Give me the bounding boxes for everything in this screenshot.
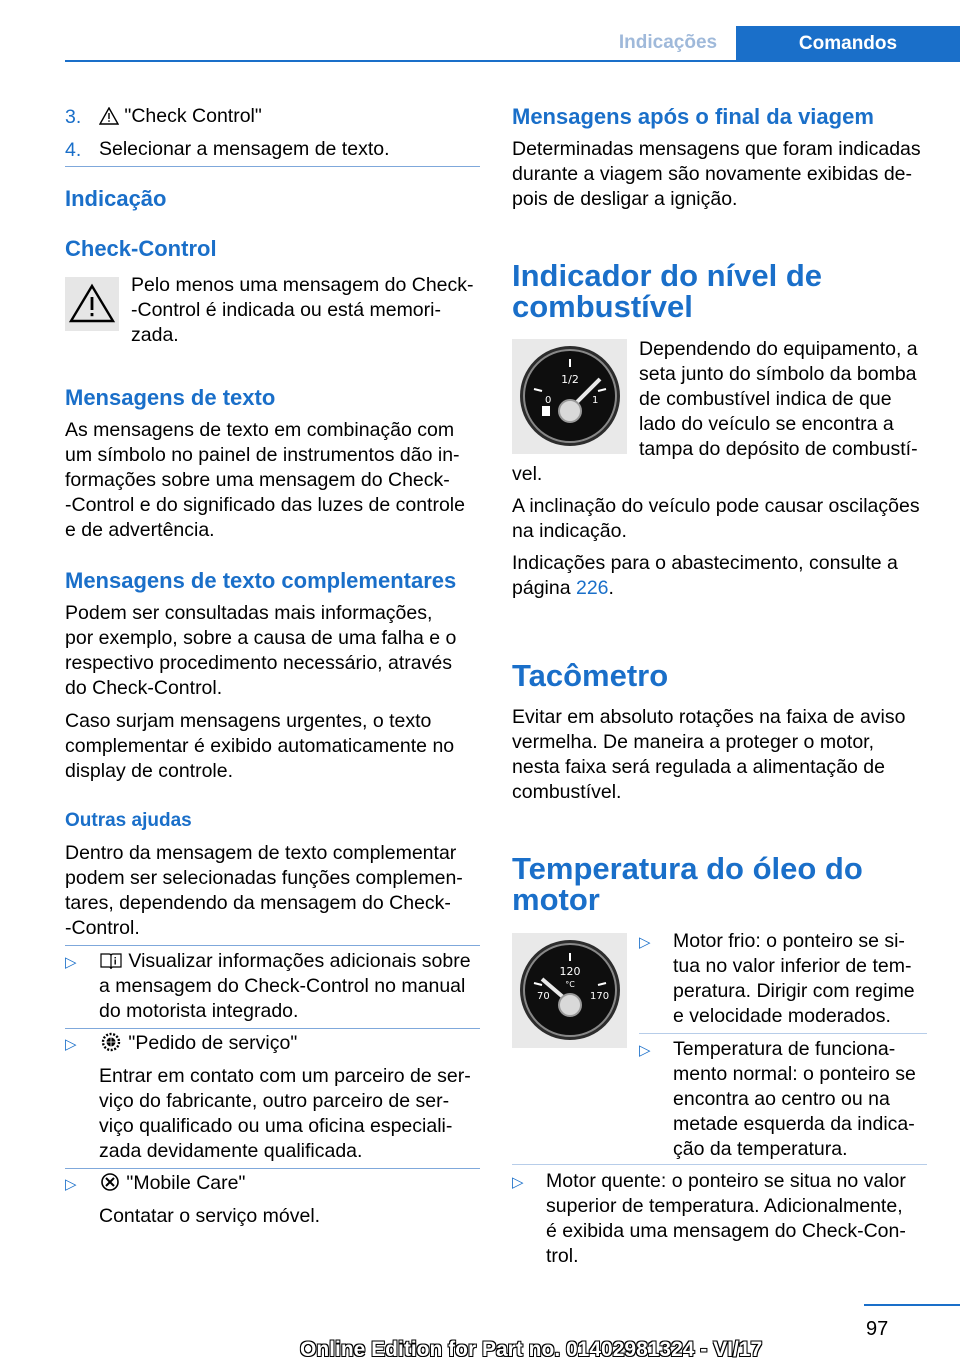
bullet-text: metade esquerda da indica‐ — [673, 1113, 915, 1135]
oil-temperature-gauge-image — [512, 933, 627, 1048]
heading-mensagens-apos: Mensagens após o final da viagem — [512, 104, 874, 129]
heading-mensagens-complementares: Mensagens de texto complementares — [65, 568, 457, 593]
step-4-text: Selecionar a mensagem de texto. — [99, 138, 390, 160]
page-reference-link[interactable]: 226 — [575, 577, 609, 599]
bullet-text: viço qualificado ou uma oficina especiali‐ — [99, 1115, 453, 1137]
paragraph-line: Indicações para o abastecimento, consulte a — [512, 552, 898, 574]
temp-high-label: 170 — [590, 991, 610, 1002]
paragraph-line: formações sobre uma mensagem do Check- — [65, 469, 450, 491]
fuel-desc-line: seta junto do símbolo da bomba — [639, 363, 917, 385]
divider — [65, 1168, 480, 1169]
paragraph-line: display de controle. — [65, 760, 234, 782]
footer-rule — [864, 1304, 960, 1306]
fuel-desc-line: Dependendo do equipamento, a — [639, 338, 918, 360]
bullet-text: Motor quente: o ponteiro se situa no valor — [546, 1170, 906, 1192]
bullet-text: Entrar em contato com um parceiro de ser‐ — [99, 1065, 471, 1087]
paragraph-line: Evitar em absoluto rotações na faixa de aviso — [512, 706, 906, 728]
paragraph-line: na indicação. — [512, 520, 627, 542]
paragraph-line: durante a viagem são novamente exibidas de‐ — [512, 163, 912, 185]
heading-nivel-combustivel: combustível — [512, 289, 693, 324]
page-number: 97 — [866, 1318, 889, 1340]
bullet-text: "Mobile Care" — [99, 1171, 245, 1199]
paragraph-line: Caso surjam mensagens urgentes, o texto — [65, 710, 432, 732]
divider — [65, 945, 480, 946]
paragraph-line: pois de desligar a ignição. — [512, 188, 738, 210]
paragraph-line: vermelha. De maneira a proteger o motor, — [512, 731, 875, 753]
fuel-gauge-image — [512, 339, 627, 454]
mobile-care-icon — [99, 1172, 121, 1199]
bullet-marker: ▷ — [65, 1036, 77, 1053]
bullet-text: superior de temperatura. Adicionalmente, — [546, 1195, 903, 1217]
paragraph-line: combustível. — [512, 781, 622, 803]
heading-check-control: Check-Control — [65, 236, 217, 261]
warning-triangle-icon — [99, 107, 119, 132]
bullet-text: a mensagem do Check-Control no manual — [99, 975, 466, 997]
divider — [65, 1028, 480, 1029]
fuel-desc-line: de combustível indica de que — [639, 388, 892, 410]
bullet-text: Motor frio: o ponteiro se si‐ — [673, 930, 905, 952]
heading-outras-ajudas: Outras ajudas — [65, 810, 192, 831]
bullet-text: ção da temperatura. — [673, 1138, 848, 1160]
check-control-desc-line: zada. — [131, 324, 179, 346]
temp-mid-label: 120 — [559, 965, 581, 978]
paragraph-line: tares, dependendo da mensagem do Check- — [65, 892, 451, 914]
paragraph-line: Determinadas mensagens que foram indicadas — [512, 138, 921, 160]
check-control-desc-line: -Control é indicada ou está memori‐ — [131, 299, 441, 321]
paragraph-line: e de advertência. — [65, 519, 215, 541]
bullet-text: e velocidade moderados. — [673, 1005, 891, 1027]
fuel-half-label: 1/2 — [561, 373, 579, 386]
warning-triangle-icon — [65, 277, 119, 331]
bullet-marker: ▷ — [639, 1042, 651, 1059]
fuel-full-label: 1 — [592, 395, 599, 406]
bullet-text: Temperatura de funciona‐ — [673, 1038, 896, 1060]
step-3-text: "Check Control" — [99, 104, 262, 132]
step-4-number: 4. — [65, 139, 82, 161]
bullet-text: mento normal: o ponteiro se — [673, 1063, 916, 1085]
fuel-desc-line: tampa do depósito de combustí‐ — [639, 438, 918, 460]
paragraph-line: -Control. — [65, 917, 140, 939]
bullet-text: do motorista integrado. — [99, 1000, 299, 1022]
paragraph-line: do Check-Control. — [65, 677, 223, 699]
bullet-text: viço do fabricante, outro parceiro de ser‐ — [99, 1090, 450, 1112]
heading-indicacao: Indicação — [65, 186, 167, 211]
header-tab-indicacoes[interactable]: Indicações — [618, 32, 718, 53]
paragraph-line: nesta faixa será regulada a alimentação de — [512, 756, 885, 778]
bullet-text: Contatar o serviço móvel. — [99, 1205, 321, 1227]
temp-low-label: 70 — [537, 991, 550, 1002]
paragraph-line: As mensagens de texto em combinação com — [65, 419, 455, 441]
paragraph-line: A inclinação do veículo pode causar oscilações — [512, 495, 920, 517]
heading-mensagens-texto: Mensagens de texto — [65, 385, 276, 410]
fuel-empty-label: 0 — [545, 395, 552, 406]
heading-nivel-combustivel: Indicador do nível de — [512, 258, 823, 293]
paragraph-line: podem ser selecionadas funções complemen‐ — [65, 867, 463, 889]
heading-temperatura-oleo: motor — [512, 882, 600, 917]
paragraph-line: respectivo procedimento necessário, através — [65, 652, 452, 674]
paragraph-line: por exemplo, sobre a causa de uma falha e o — [65, 627, 457, 649]
paragraph-line: Podem ser consultadas mais informações, — [65, 602, 433, 624]
paragraph-line: um símbolo no painel de instrumentos dão in‐ — [65, 444, 460, 466]
paragraph-line: complementar é exibido automaticamente no — [65, 735, 455, 757]
bullet-marker: ▷ — [65, 1176, 77, 1193]
bullet-text: zada devidamente qualificada. — [99, 1140, 363, 1162]
heading-tacometro: Tacômetro — [512, 658, 669, 693]
divider — [639, 1033, 927, 1034]
bullet-marker: ▷ — [512, 1174, 524, 1191]
divider — [512, 1164, 927, 1165]
bullet-text: é exibida uma mensagem do Check-Con‐ — [546, 1220, 906, 1242]
paragraph-line: página 226. — [512, 577, 614, 599]
header-rule — [65, 60, 960, 62]
header-tab-comandos[interactable]: Comandos — [736, 26, 960, 62]
paragraph-line: Dentro da mensagem de texto complementar — [65, 842, 457, 864]
bullet-text: peratura. Dirigir com regime — [673, 980, 915, 1002]
bullet-text: trol. — [546, 1245, 579, 1267]
bullet-text: "Pedido de serviço" — [99, 1031, 297, 1059]
bullet-text: encontra ao centro ou na — [673, 1088, 890, 1110]
bullet-marker: ▷ — [639, 934, 651, 951]
fuel-desc-line: lado do veículo se encontra a — [639, 413, 894, 435]
bullet-text: tua no valor inferior de tem‐ — [673, 955, 912, 977]
check-control-desc-line: Pelo menos uma mensagem do Check- — [131, 274, 474, 296]
bmw-service-icon — [99, 1032, 123, 1059]
temp-unit-label: °C — [565, 980, 575, 989]
step-3-number: 3. — [65, 106, 82, 128]
divider — [65, 166, 480, 167]
fuel-desc-line: vel. — [512, 463, 543, 485]
heading-temperatura-oleo: Temperatura do óleo do — [512, 851, 863, 886]
bullet-marker: ▷ — [65, 954, 77, 971]
edition-footer: Online Edition for Part no. 01402981324 - VI/17 — [300, 1338, 763, 1361]
paragraph-line: -Control e do significado das luzes de controle — [65, 494, 465, 516]
bullet-text: Visualizar informações adicionais sobre — [99, 949, 471, 977]
